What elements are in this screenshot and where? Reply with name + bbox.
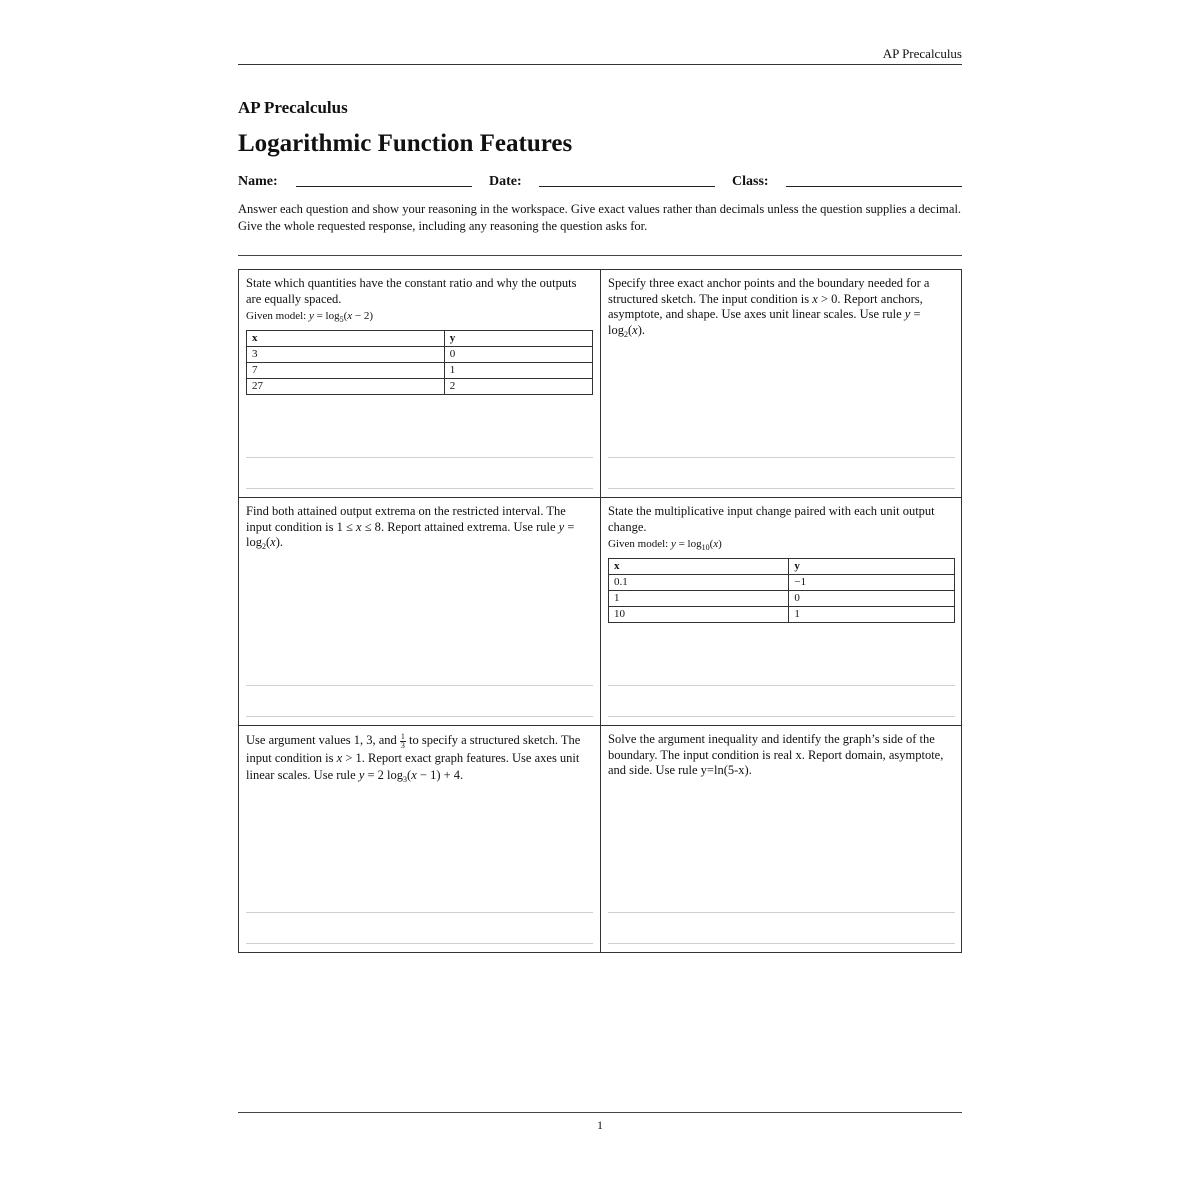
name-field[interactable]: [296, 186, 472, 187]
question-text-part: Use argument values: [246, 733, 354, 747]
answer-line[interactable]: [246, 943, 593, 944]
value-table: [608, 558, 955, 623]
answer-line[interactable]: [246, 488, 593, 489]
question-grid: [238, 269, 962, 953]
question-text: State the multiplicative input change paired with each unit output change.: [608, 504, 935, 534]
running-header: AP Precalculus: [238, 46, 962, 65]
given-model: Given model: $y = \log_5(x - 2)$: [246, 310, 374, 324]
given-label: Given model:: [246, 310, 307, 322]
answer-line[interactable]: [608, 943, 955, 944]
table-row: [247, 363, 593, 379]
given-label: Given model:: [608, 538, 669, 550]
date-label: Date:: [489, 174, 522, 189]
table-header: x: [247, 331, 445, 347]
table-cell: 1: [444, 363, 592, 379]
table-cell: 1: [609, 591, 789, 607]
table-header: x: [609, 559, 789, 575]
table-cell: −1: [789, 575, 955, 591]
table-cell: 7: [247, 363, 445, 379]
table-row: [609, 591, 955, 607]
table-header-row: [609, 559, 955, 575]
answer-line[interactable]: [608, 716, 955, 717]
question-text: State which quantities have the constant ratio and why the outputs are equally spaced.: [246, 276, 577, 306]
answer-line[interactable]: [608, 488, 955, 489]
table-header: y: [444, 331, 592, 347]
answer-line[interactable]: [246, 685, 593, 686]
question-text-part: Find both attained output extrema on the restricted interval. The input condition is: [246, 504, 566, 534]
table-cell: 3: [247, 347, 445, 363]
question-text-part: to specify a structured sketch. The input condition is: [246, 733, 581, 765]
given-model: Given model: $y = \log_{10}(x)$: [608, 538, 722, 552]
answer-line[interactable]: [246, 912, 593, 913]
value-table: [246, 330, 593, 395]
student-info-fields: [238, 174, 962, 192]
question-text: Use argument values 1, 3, and $\frac{1}{3}$ to specify a structured sketch. The input condition is x > 1. Report exact graph features. Use axes unit linear scales. Use rule y = 2 $\log_3(x - 1) + 4$.: [246, 731, 581, 784]
instructions: Answer each question and show your reasoning in the workspace. Give exact values rather than decimals unless the question supplies a decimal. Give the whole requested response, including any reasoning the question asks for.: [238, 202, 962, 233]
class-label: Class:: [732, 174, 769, 189]
page-number: 1: [597, 1118, 603, 1132]
answer-line[interactable]: [246, 457, 593, 458]
answer-line[interactable]: [608, 912, 955, 913]
divider: [238, 255, 962, 256]
answer-line[interactable]: [246, 716, 593, 717]
question-cell-4: [601, 498, 962, 725]
answer-line[interactable]: [608, 457, 955, 458]
date-field[interactable]: [539, 186, 715, 187]
table-header: y: [789, 559, 955, 575]
question-cell-2: [601, 270, 962, 497]
question-cell-6: [601, 726, 962, 952]
fraction-one-third: $\frac{1}{3}$: [400, 731, 405, 750]
question-text: Find both attained output extrema on the restricted interval. The input condition is 1 ≤ x ≤ 8. Report attained extrema. Use rule $y = \log_2(x)$.: [246, 504, 575, 551]
table-cell: 1: [789, 607, 955, 623]
table-cell: 2: [444, 379, 592, 395]
table-row: [609, 575, 955, 591]
table-cell: 0.1: [609, 575, 789, 591]
table-cell: 0: [789, 591, 955, 607]
question-text-part: . Report anchors, asymptote, and shape. Use axes unit linear scales. Use rule: [608, 291, 923, 321]
table-row: [247, 347, 593, 363]
worksheet-title: Logarithmic Function Features: [238, 130, 573, 157]
question-text-part: Specify three exact anchor points and the boundary needed for a structured sketch. The input condition is: [608, 276, 930, 306]
class-field[interactable]: [786, 186, 962, 187]
question-cell-5: [239, 726, 600, 952]
question-cell-1: [239, 270, 600, 497]
answer-line[interactable]: [608, 685, 955, 686]
question-text-part: . Report exact graph features. Use axes unit linear scales. Use rule: [246, 750, 580, 782]
table-row: [609, 607, 955, 623]
table-header-row: [247, 331, 593, 347]
course-heading: AP Precalculus: [238, 98, 348, 117]
table-cell: 27: [247, 379, 445, 395]
name-label: Name:: [238, 174, 278, 189]
table-cell: 10: [609, 607, 789, 623]
question-cell-3: [239, 498, 600, 725]
footer-divider: [238, 1112, 962, 1113]
question-text: Solve the argument inequality and identify the graph’s side of the boundary. The input condition is real x. Report domain, asymptote, and side. Use rule y=ln(5-x).: [608, 732, 944, 777]
question-text-part: . Report attained extrema. Use rule: [380, 519, 559, 534]
table-row: [247, 379, 593, 395]
question-text: Specify three exact anchor points and the boundary needed for a structured sketch. The input condition is x > 0. Report anchors, asymptote, and shape. Use axes unit linear scales. Use rule $y = \log_2(x)$.: [608, 276, 930, 339]
table-cell: 0: [444, 347, 592, 363]
